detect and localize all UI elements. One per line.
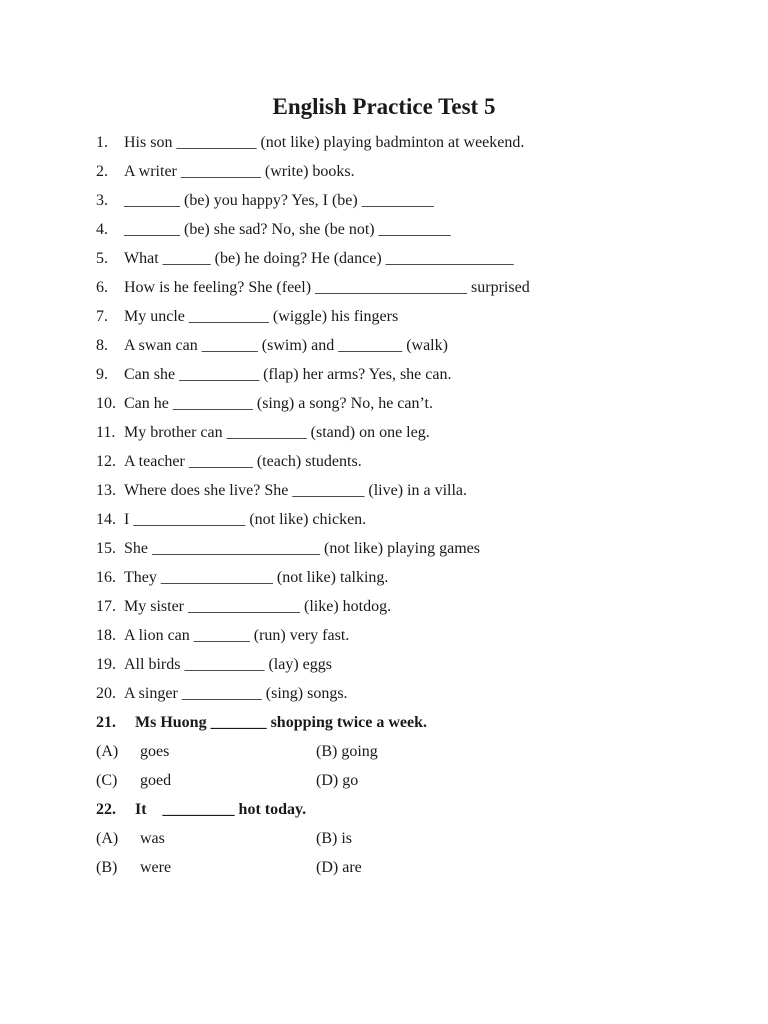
- question-text: My uncle __________ (wiggle) his fingers: [124, 308, 399, 325]
- question-text: How is he feeling? She (feel) ___________________ surprised: [124, 279, 530, 296]
- question-number: 21.: [96, 714, 116, 731]
- question-text: Can he __________ (sing) a song? No, he can’t.: [124, 395, 433, 412]
- option-right: (B) going: [316, 743, 378, 760]
- question-text: All birds __________ (lay) eggs: [124, 656, 332, 673]
- question-text: My brother can __________ (stand) on one leg.: [124, 424, 430, 441]
- question-number: 22.: [96, 801, 116, 818]
- question-number: 2.: [96, 163, 108, 180]
- question-text: A lion can _______ (run) very fast.: [124, 627, 350, 644]
- option-letter: (B): [96, 859, 118, 876]
- question-text: Where does she live? She _________ (live) in a villa.: [124, 482, 468, 499]
- question-number: 13.: [96, 482, 116, 499]
- option-text: goes: [140, 743, 170, 760]
- question-number: 4.: [96, 221, 108, 238]
- question-number: 5.: [96, 250, 108, 267]
- page-title: English Practice Test 5: [272, 94, 496, 119]
- question-text: A teacher ________ (teach) students.: [124, 453, 362, 470]
- question-number: 10.: [96, 395, 116, 412]
- option-letter: (C): [96, 772, 118, 789]
- question-text: A writer __________ (write) books.: [124, 163, 355, 180]
- option-text: was: [140, 830, 165, 847]
- question-number: 16.: [96, 569, 116, 586]
- question-number: 15.: [96, 540, 116, 557]
- question-number: 1.: [96, 134, 108, 151]
- question-number: 3.: [96, 192, 108, 209]
- question-number: 19.: [96, 656, 116, 673]
- option-letter: (A): [96, 830, 119, 847]
- option-right: (D) go: [316, 772, 359, 789]
- question-text: _______ (be) you happy? Yes, I (be) _________: [124, 192, 434, 209]
- question-number: 18.: [96, 627, 116, 644]
- question-number: 8.: [96, 337, 108, 354]
- question-number: 11.: [96, 424, 116, 441]
- question-text: _______ (be) she sad? No, she (be not) _________: [124, 221, 451, 238]
- question-text: She _____________________ (not like) playing games: [124, 540, 480, 557]
- question-text: It _________ hot today.: [135, 801, 307, 818]
- question-text: What ______ (be) he doing? He (dance) ________________: [124, 250, 514, 267]
- option-text: goed: [140, 772, 172, 789]
- option-letter: (A): [96, 743, 119, 760]
- option-text: were: [140, 859, 172, 876]
- question-number: 12.: [96, 453, 116, 470]
- question-text: Can she __________ (flap) her arms? Yes, she can.: [124, 366, 452, 383]
- question-text: A swan can _______ (swim) and ________ (walk): [124, 337, 448, 354]
- question-number: 7.: [96, 308, 108, 325]
- question-text: I ______________ (not like) chicken.: [124, 511, 367, 528]
- question-number: 6.: [96, 279, 108, 296]
- option-right: (B) is: [316, 830, 352, 847]
- question-text: My sister ______________ (like) hotdog.: [124, 598, 392, 615]
- question-text: A singer __________ (sing) songs.: [124, 685, 348, 702]
- question-number: 14.: [96, 511, 116, 528]
- question-number: 17.: [96, 598, 116, 615]
- question-text: His son __________ (not like) playing badminton at weekend.: [124, 134, 525, 151]
- question-text: They ______________ (not like) talking.: [124, 569, 389, 586]
- question-text: Ms Huong _______ shopping twice a week.: [135, 714, 428, 731]
- option-right: (D) are: [316, 859, 362, 876]
- question-number: 9.: [96, 366, 108, 383]
- question-number: 20.: [96, 685, 116, 702]
